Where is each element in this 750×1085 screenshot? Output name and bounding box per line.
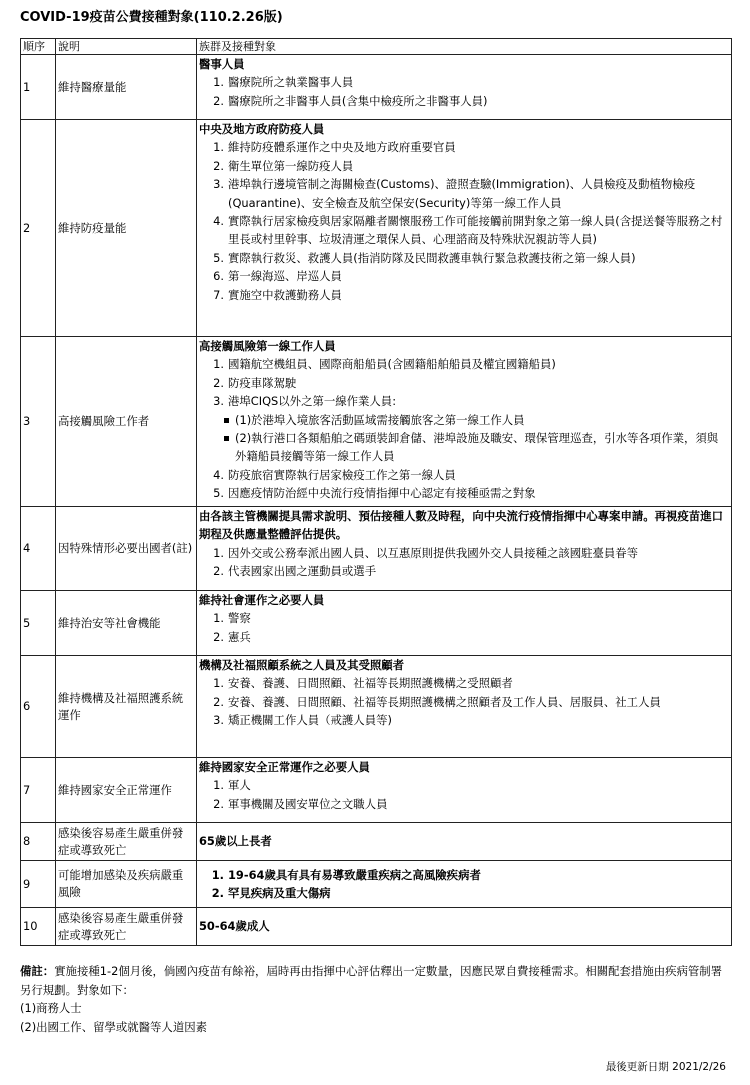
row-desc: 感染後容易產生嚴重併發症或導致死亡 [56, 908, 197, 946]
header-group: 族群及接種對象 [197, 39, 732, 55]
remark-section [20, 962, 732, 1036]
row-group [197, 507, 732, 591]
row-order: 10 [21, 908, 56, 946]
table-row [21, 337, 732, 507]
list-item: 2. 醫療院所之非醫事人員(含集中檢疫所之非醫事人員) [213, 93, 488, 108]
remark-paragraph [20, 962, 732, 999]
group-title: 高接觸風險第一線工作人員 [199, 339, 336, 353]
remark-item: (2)出國工作、留學或就醫等人道因素 [20, 1019, 207, 1034]
group-title: 醫事人員 [199, 57, 245, 71]
list-item: 4. 實際執行居家檢疫與居家隔離者關懷服務工作可能接觸前開對象之第一線人員(含提送餐等服務之村里長或村里幹事、垃圾清運之環保人員、心理諮商及特殊狀況親訪等人員) [213, 214, 723, 247]
remark-item: (1)商務人士 [20, 1001, 82, 1015]
last-updated-date: 最後更新日期 2021/2/26 [605, 1061, 726, 1073]
sub-list-item: (1)於港埠入境旅客活動區域需接觸旅客之第一線工作人員 [199, 411, 729, 429]
row-order: 1 [21, 55, 56, 120]
list-item: 2. 軍事機關及國安單位之文職人員 [213, 796, 388, 811]
table-row [21, 908, 732, 946]
eligibility-table [20, 38, 732, 946]
table-row [21, 758, 732, 823]
group-title: 維持國家安全正常運作之必要人員 [199, 760, 370, 774]
square-bullet-icon [224, 418, 229, 423]
remark-label: 備註： [20, 964, 55, 978]
row-desc: 可能增加感染及疾病嚴重風險 [56, 861, 197, 908]
row-order: 9 [21, 861, 56, 908]
row-order: 5 [21, 591, 56, 656]
list-item: 2. 罕見疾病及重大傷病 [211, 886, 331, 900]
list-item: 4. 防疫旅宿實際執行居家檢疫工作之第一線人員 [213, 467, 456, 482]
list-item: 1. 警察 [213, 611, 251, 626]
row-order: 2 [21, 120, 56, 337]
list-item: 1. 軍人 [213, 778, 251, 793]
row-group [197, 861, 732, 908]
group-title: 由各該主管機關提具需求說明、預估接種人數及時程，向中央流行疫情指揮中心專案申請。再視疫苗進口期程及供應量整體評估提供。 [199, 509, 723, 542]
table-header-row [21, 39, 732, 55]
list-item: 1. 醫療院所之執業醫事人員 [213, 75, 354, 90]
list-item: 2. 安養、養護、日間照顧、社福等長期照護機構之照顧者及工作人員、居服員、社工人員 [213, 694, 661, 709]
list-item: 7. 實施空中救護勤務人員 [213, 287, 342, 302]
row-group [197, 758, 732, 823]
row-group [197, 55, 732, 120]
group-title: 50-64歲成人 [199, 919, 270, 934]
table-row [21, 861, 732, 908]
row-group [197, 656, 732, 758]
group-title: 65歲以上長者 [199, 834, 272, 849]
group-title: 中央及地方政府防疫人員 [199, 122, 325, 136]
sub-list-item: (2)執行港口各類船舶之碼頭裝卸倉儲、港埠設施及職安、環保管理巡查，引水等各項作業，須與外籍船員接觸等第一線工作人員 [199, 429, 729, 466]
row-group [197, 823, 732, 861]
header-order: 順序 [21, 39, 56, 55]
list-item: 1. 國籍航空機組員、國際商船船員(含國籍船舶船員及權宜國籍船員) [213, 357, 556, 372]
list-item: 3. 港埠CIQS以外之第一線作業人員: (1)於港埠入境旅客活動區域需接觸旅客之第一線工作人員 (2)執行港口各類船舶之碼頭裝卸倉儲、港埠設施及職安、環保管理巡查，引水等各項作業，須與外籍船員接觸等第一線工作人員 [199, 392, 729, 466]
row-desc: 高接觸風險工作者 [56, 337, 197, 507]
row-desc: 感染後容易產生嚴重併發症或導致死亡 [56, 823, 197, 861]
list-item: 1. 安養、養護、日間照顧、社福等長期照護機構之受照顧者 [213, 676, 513, 691]
table-row [21, 656, 732, 758]
row-group [197, 120, 732, 337]
list-item: 2. 憲兵 [213, 629, 251, 644]
row-order: 6 [21, 656, 56, 758]
table-row [21, 507, 732, 591]
list-item: 1. 維持防疫體系運作之中央及地方政府重要官員 [213, 140, 456, 155]
list-item: 5. 因應疫情防治經中央流行疫情指揮中心認定有接種亟需之對象 [213, 486, 536, 501]
list-item: 2. 代表國家出國之運動員或選手 [213, 564, 377, 579]
row-group [197, 337, 732, 507]
list-item: 3. 矯正機關工作人員（戒護人員等) [213, 713, 392, 728]
row-order: 8 [21, 823, 56, 861]
table-row [21, 591, 732, 656]
row-order: 4 [21, 507, 56, 591]
row-order: 7 [21, 758, 56, 823]
list-item: 3. 港埠執行邊境管制之海關檢查(Customs)、證照查驗(Immigration)、人員檢疫及動植物檢疫(Quarantine)、安全檢查及航空保安(Security)等第一線工作人員 [213, 177, 696, 210]
row-desc: 維持國家安全正常運作 [56, 758, 197, 823]
row-desc: 維持機構及社福照護系統運作 [56, 656, 197, 758]
row-desc: 維持防疫量能 [56, 120, 197, 337]
row-order: 3 [21, 337, 56, 507]
group-title: 維持社會運作之必要人員 [199, 593, 325, 607]
table-row [21, 120, 732, 337]
remark-text: 實施接種1-2個月後，倘國內疫苗有餘裕，屆時再由指揮中心評估釋出一定數量，因應民眾自費接種需求。相關配套措施由疾病管制署另行規劃。對象如下： [20, 964, 723, 997]
row-desc: 因特殊情形必要出國者(註) [56, 507, 197, 591]
group-title: 機構及社福照顧系統之人員及其受照顧者 [199, 658, 405, 672]
list-item: 2. 防疫車隊駕駛 [213, 375, 297, 390]
list-item: 1. 19-64歲具有具有易導致嚴重疾病之高風險疾病者 [211, 867, 481, 882]
list-item: 6. 第一線海巡、岸巡人員 [213, 269, 342, 284]
header-desc: 說明 [56, 39, 197, 55]
table-row [21, 823, 732, 861]
row-desc: 維持治安等社會機能 [56, 591, 197, 656]
table-row [21, 55, 732, 120]
square-bullet-icon [224, 436, 229, 441]
list-item: 1. 因外交或公務奉派出國人員、以互惠原則提供我國外交人員接種之該國駐臺員眷等 [213, 545, 639, 560]
row-group [197, 591, 732, 656]
list-item: 5. 實際執行救災、救護人員(指消防隊及民間救護車執行緊急救護技術之第一線人員) [213, 250, 636, 265]
row-desc: 維持醫療量能 [56, 55, 197, 120]
list-item: 2. 衛生單位第一線防疫人員 [213, 158, 354, 173]
page-title: COVID-19疫苗公費接種對象(110.2.26版) [20, 10, 283, 25]
row-group [197, 908, 732, 946]
